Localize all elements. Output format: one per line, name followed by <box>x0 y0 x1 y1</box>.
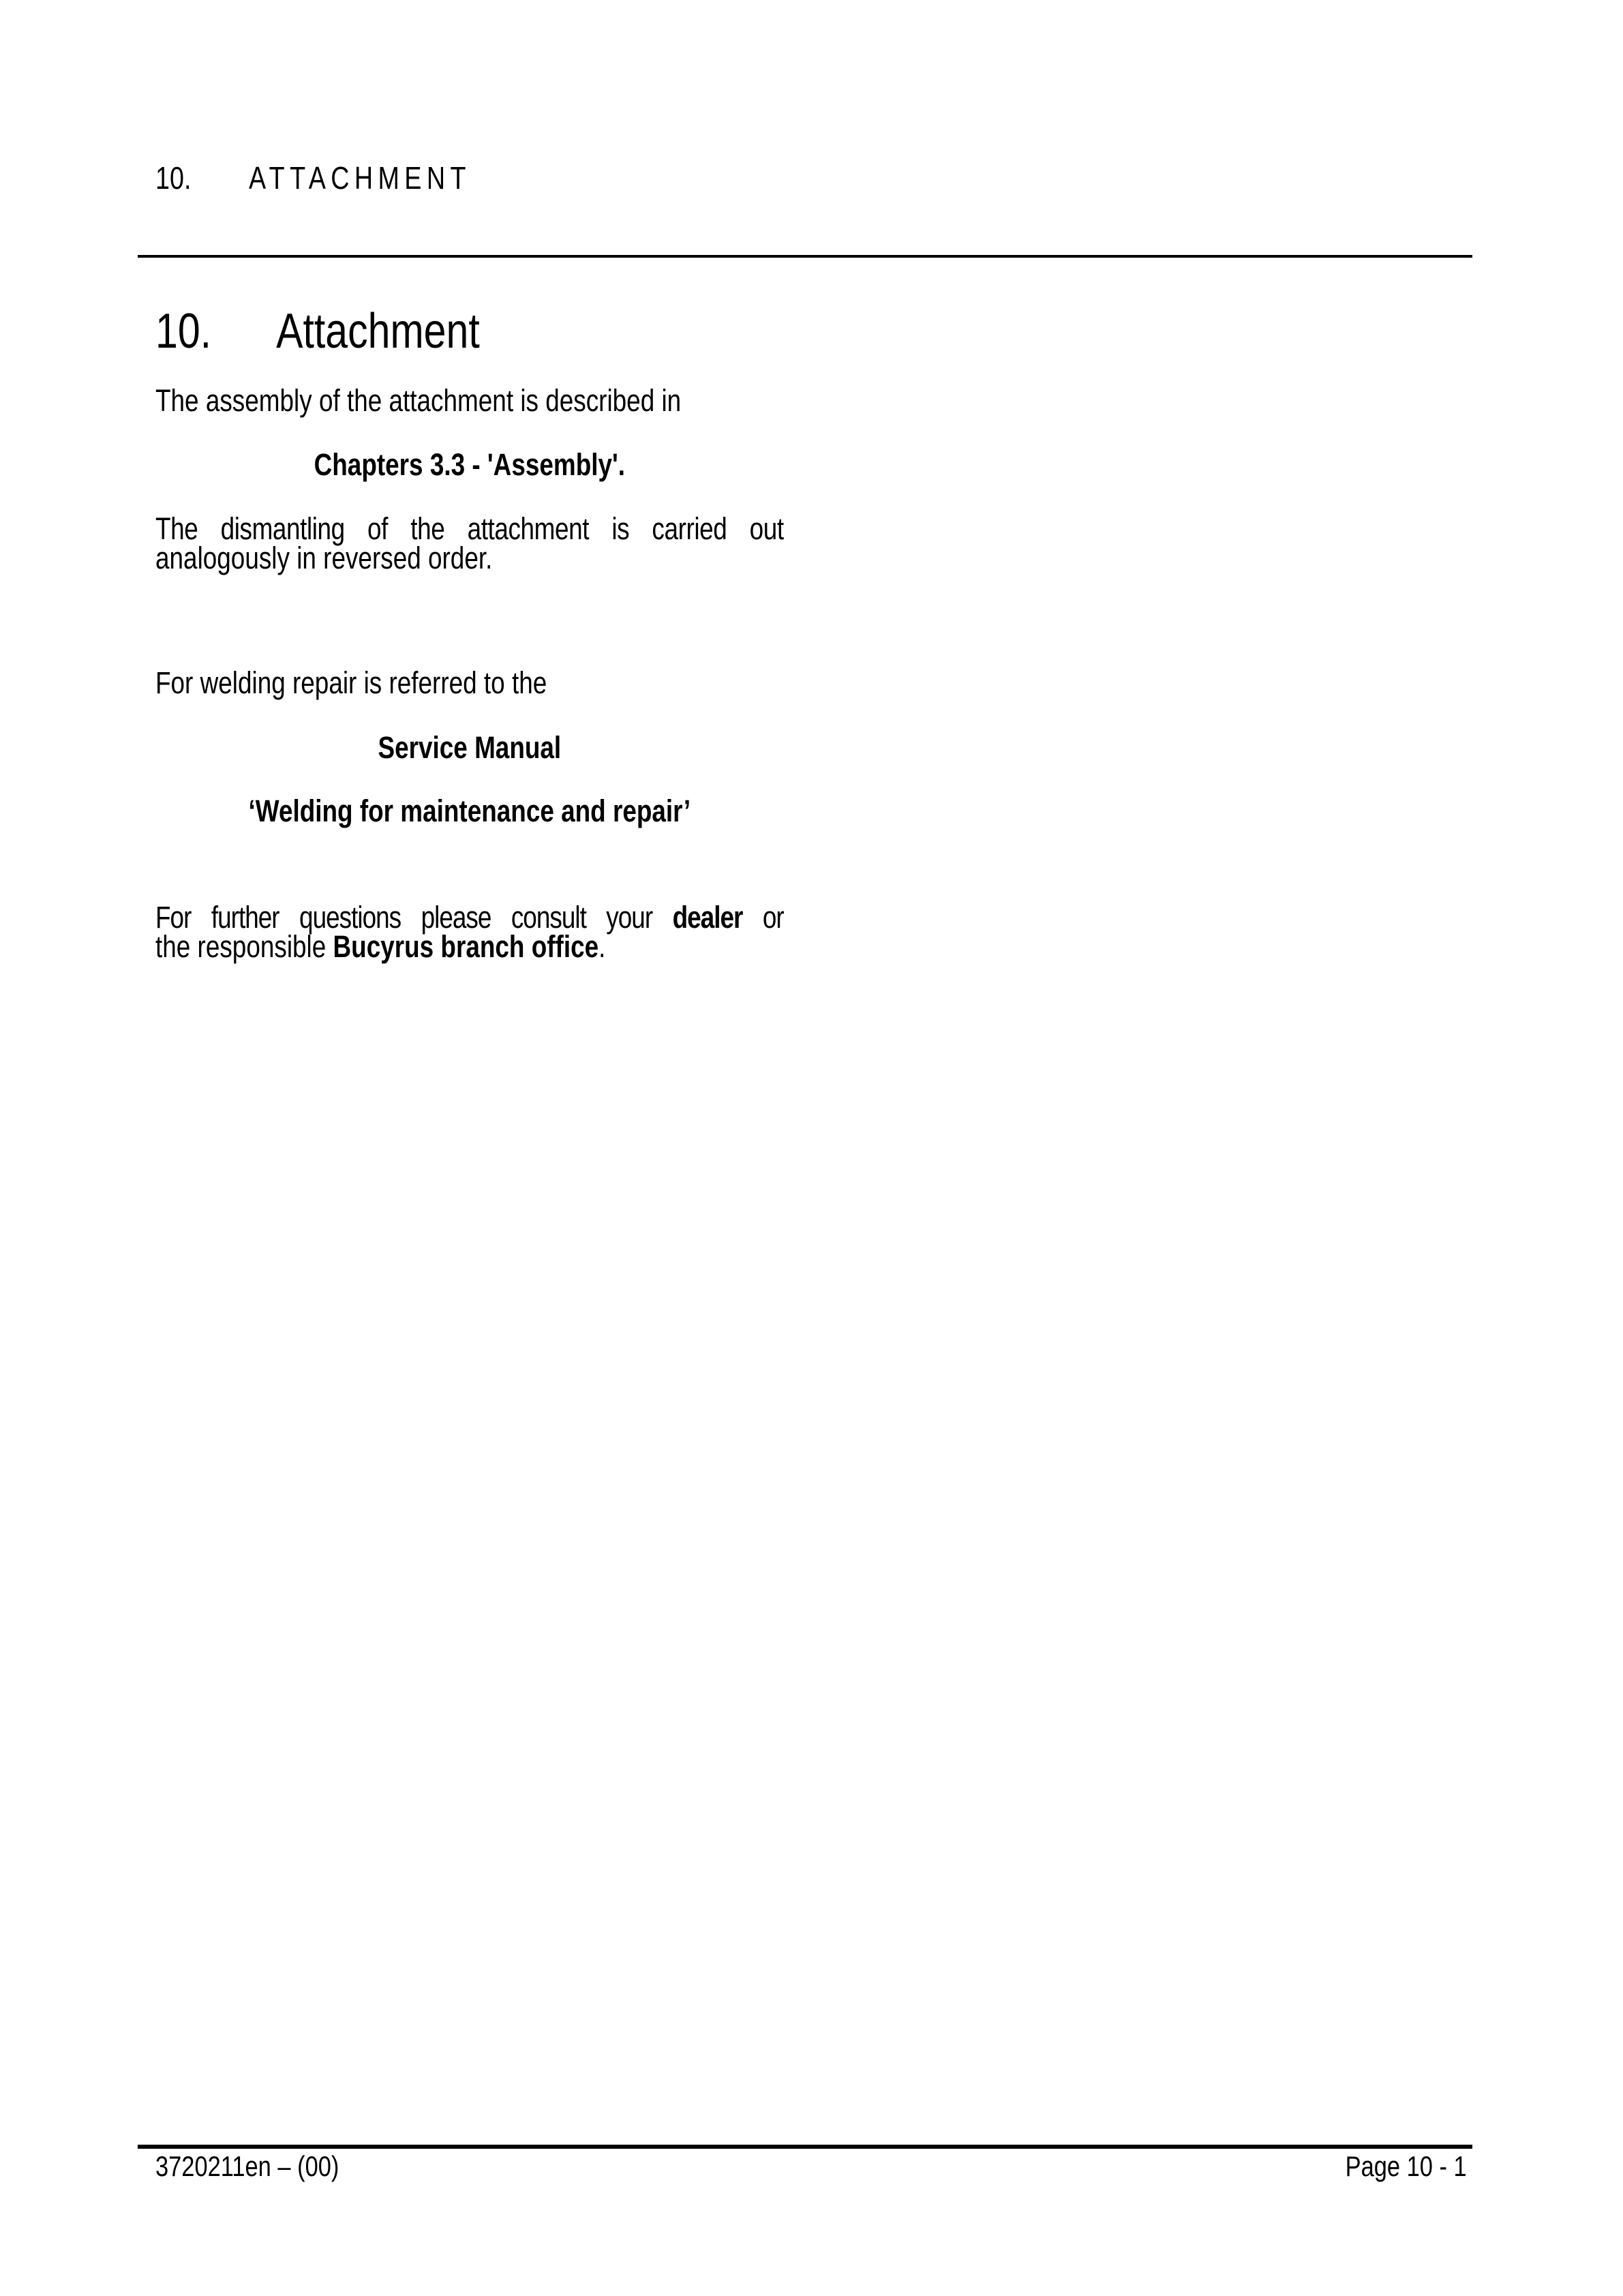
questions-text-before-office: the responsible <box>155 929 333 964</box>
welding-manual-reference: ‘Welding for maintenance and repair’ <box>248 794 691 828</box>
footer-page-number: Page 10 - 1 <box>1345 2150 1467 2182</box>
paragraph-assembly-intro: The assembly of the attachment is described in <box>155 383 682 418</box>
chapter-title-number: 10. <box>155 304 212 359</box>
paragraph-welding-intro: For welding repair is referred to the <box>155 665 547 700</box>
questions-text-period: . <box>598 929 606 964</box>
paragraph-dismantling-line1: The dismantling of the attachment is carried out <box>155 511 784 546</box>
questions-text-before-dealer: For further questions please consult your <box>155 900 673 935</box>
chapters-reference: Chapters 3.3 - 'Assembly'. <box>314 447 626 482</box>
footer-document-id: 3720211en – (00) <box>155 2150 339 2182</box>
paragraph-questions-line1 <box>155 902 784 933</box>
paragraph-dismantling-line2: analogously in reversed order. <box>155 541 493 575</box>
header-section-title: ATTACHMENT <box>248 160 471 196</box>
service-manual-reference: Service Manual <box>378 730 562 765</box>
chapter-title-text: Attachment <box>276 304 480 359</box>
chapter-title <box>155 304 480 359</box>
dealer-emphasis: dealer <box>672 900 743 935</box>
header-section-number: 10. <box>155 160 192 196</box>
questions-text-after-dealer: or <box>742 900 784 935</box>
paragraph-questions-line2 <box>155 931 784 962</box>
page-footer <box>155 2151 1467 2182</box>
text-layer <box>155 0 1467 2296</box>
page-header <box>155 161 471 195</box>
branch-office-emphasis: Bucyrus branch office <box>333 929 599 964</box>
